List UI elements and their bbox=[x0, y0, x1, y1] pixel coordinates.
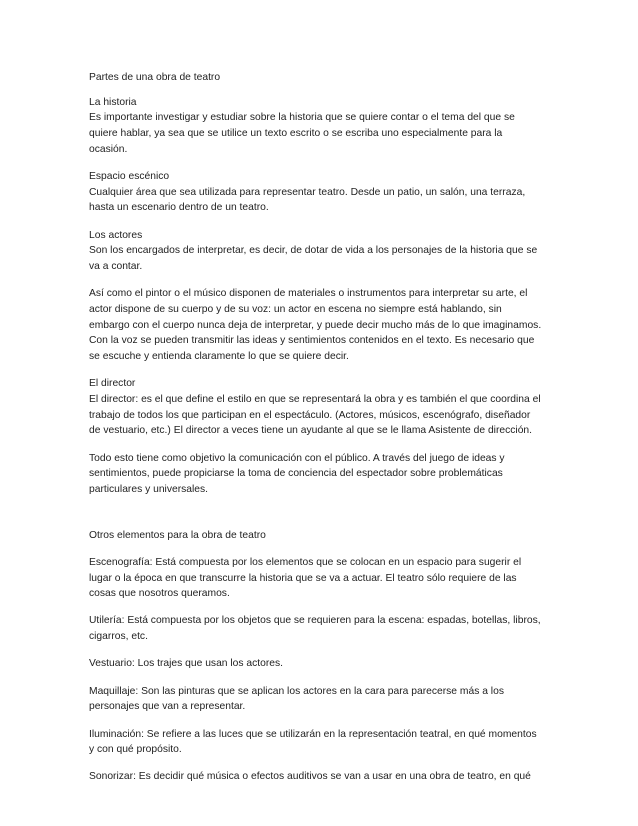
paragraph-espacio-escenico bbox=[89, 169, 552, 216]
paragraph-la-historia bbox=[89, 95, 552, 158]
text-line: de vestuario, etc.) El director a veces tiene un ayudante al que se le llama Asistente de dirección. bbox=[89, 425, 533, 437]
heading-el-director: El director bbox=[89, 378, 136, 390]
text-line: cosas que nosotros queramos. bbox=[89, 588, 230, 600]
paragraph-maquillaje bbox=[89, 684, 552, 715]
text-line: Es importante investigar y estudiar sobre la historia que se quiere contar o el tema del que se bbox=[89, 112, 515, 124]
text-line: Maquillaje: Son las pinturas que se aplican los actores en la cara para parecerse más a los bbox=[89, 685, 504, 697]
document-body bbox=[89, 70, 552, 797]
paragraph-sonorizar bbox=[89, 769, 552, 785]
document-title bbox=[89, 70, 552, 86]
text-line: Con la voz se pueden transmitir las ideas y sentimientos contenidos en el texto. Es necesario que bbox=[89, 335, 535, 347]
title-line: Partes de una obra de teatro bbox=[89, 72, 221, 83]
text-line: y con qué propósito. bbox=[89, 744, 182, 756]
paragraph-escenografia bbox=[89, 555, 552, 602]
heading-espacio-escenico: Espacio escénico bbox=[89, 171, 170, 183]
text-line: Otros elementos para la obra de teatro bbox=[89, 529, 266, 541]
paragraph-objetivo bbox=[89, 451, 552, 498]
paragraph-los-actores bbox=[89, 228, 552, 275]
text-line: Escenografía: Está compuesta por los elementos que se colocan en un espacio para sugerir el bbox=[89, 556, 522, 568]
paragraph-vestuario bbox=[89, 656, 552, 672]
paragraph-utileria bbox=[89, 613, 552, 644]
text-line: embargo con el cuerpo nunca deja de interpretar, y puede decir mucho más de lo que imaginamos. bbox=[89, 319, 542, 331]
text-line: ocasión. bbox=[89, 143, 128, 155]
heading-otros-elementos bbox=[89, 528, 552, 544]
text-line: cigarros, etc. bbox=[89, 631, 148, 643]
text-line: Vestuario: Los trajes que usan los actores. bbox=[89, 658, 284, 670]
heading-la-historia: La historia bbox=[89, 96, 137, 108]
heading-los-actores: Los actores bbox=[89, 229, 143, 241]
text-line: se escuche y entienda claramente lo que se quiere decir. bbox=[89, 351, 349, 363]
text-line: Así como el pintor o el músico disponen de materiales o instrumentos para interpretar su arte, el bbox=[89, 288, 528, 300]
text-line: personajes que van a representar. bbox=[89, 701, 246, 713]
text-line: Cualquier área que sea utilizada para representar teatro. Desde un patio, un salón, una terraza, bbox=[89, 186, 526, 198]
text-line: actor dispone de su cuerpo y de su voz: un actor en escena no siempre está hablando, sin bbox=[89, 303, 502, 315]
text-line: El director: es el que define el estilo en que se representará la obra y es también el que coordina el bbox=[89, 393, 541, 405]
text-line: particulares y universales. bbox=[89, 483, 209, 495]
paragraph-el-director bbox=[89, 376, 552, 439]
text-line: Iluminación: Se refiere a las luces que se utilizarán en la representación teatral, en qué momentos bbox=[89, 728, 537, 740]
text-line: trabajo de todos los que participan en el espectáculo. (Actores, músicos, escenógrafo, diseñador bbox=[89, 409, 531, 421]
text-line: va a contar. bbox=[89, 261, 143, 273]
text-line: hasta un escenario dentro de un teatro. bbox=[89, 202, 269, 214]
paragraph-iluminacion bbox=[89, 727, 552, 758]
text-line: quiere hablar, ya sea que se utilice un texto escrito o se escriba uno especialmente para la bbox=[89, 128, 503, 140]
text-line: lugar o la época en que transcurre la historia que se va a actuar. El teatro sólo requiere de las bbox=[89, 572, 517, 584]
text-line: Son los encargados de interpretar, es decir, de dotar de vida a los personajes de la historia que se bbox=[89, 245, 538, 257]
text-line: sentimientos, puede propiciarse la toma de conciencia del espectador sobre problemáticas bbox=[89, 468, 503, 480]
text-line: Sonorizar: Es decidir qué música o efectos auditivos se van a usar en una obra de teatro, en qué bbox=[89, 771, 531, 783]
paragraph-actor-body-voice bbox=[89, 286, 552, 365]
text-line: Utilería: Está compuesta por los objetos que se requieren para la escena: espadas, botellas, libros, bbox=[89, 615, 541, 627]
text-line: Todo esto tiene como objetivo la comunicación con el público. A través del juego de ideas y bbox=[89, 452, 505, 464]
